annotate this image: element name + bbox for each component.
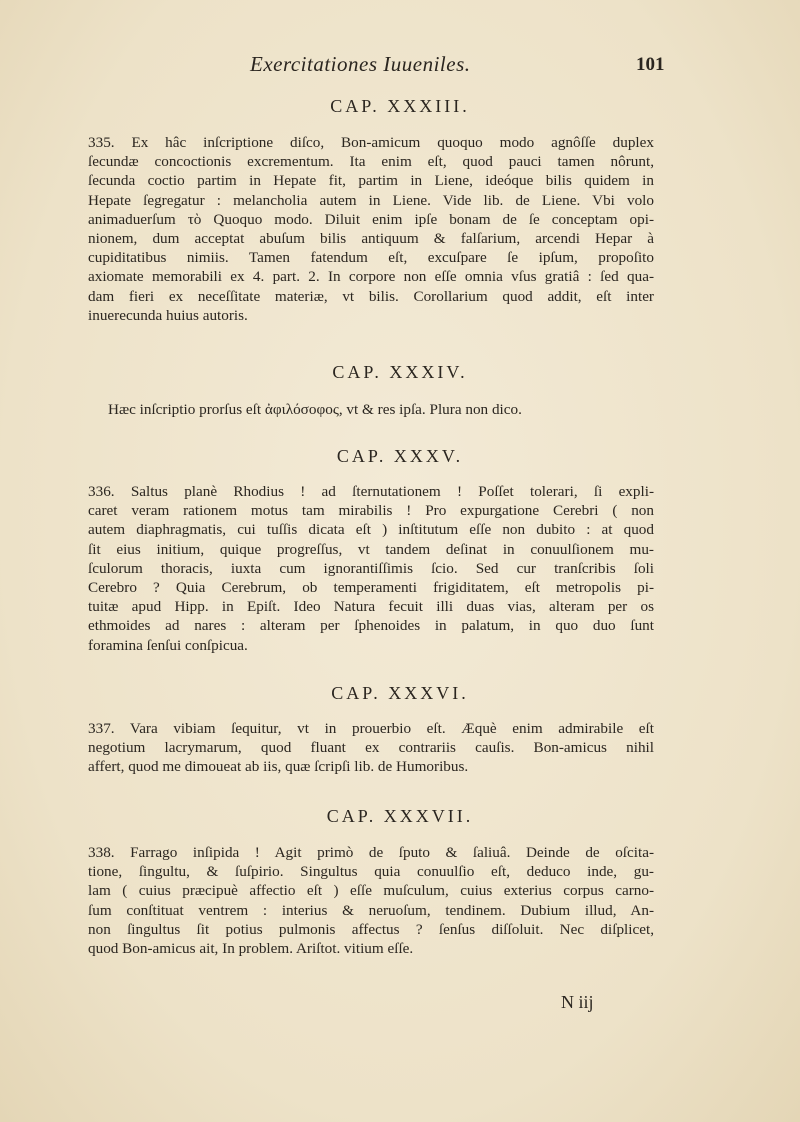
text-line: negotium lacrymarum, quod fluant ex contrariis cauſis. Bon-amicus nihil: [88, 739, 654, 757]
text-line: Cerebro ? Quia Cerebrum, ob temperamenti frigiditatem, eſt metropolis pi-: [88, 578, 654, 596]
text-line: ethmoides ad nares : alteram per ſphenoides in palatum, in quo duo ſunt: [88, 617, 654, 635]
text-line: Hæc inſcriptio prorſus eſt ἀφιλόσοφος, vt & res ipſa. Plura non dico.: [108, 401, 522, 418]
text-line: 337. Vara vibiam ſequitur, vt in prouerbio eſt. Æquè enim admirabile eſt: [88, 720, 654, 737]
text-line: non ſingultus ſit potius pulmonis affectus ? ſenſus diſſoluit. Nec diſplicet,: [88, 920, 654, 938]
chapter-body-34: [88, 400, 654, 419]
chapter-heading-35: CAP. XXXV.: [336, 446, 464, 466]
text-line: cupiditatibus nimiis. Tamen fatendum eſt, excuſpare ſe ipſum, propoſito: [88, 249, 654, 267]
chapter-body-35: [88, 482, 654, 655]
chapter-body-36: [88, 719, 654, 777]
text-line: autem diaphragmatis, cui tuſſis dicata eſt ) inſtitutum eſſe non dubito : at quod: [88, 521, 654, 539]
text-line: Hepate ſegregatur : melancholia autem in Liene. Vide lib. de Liene. Vbi volo: [88, 191, 654, 209]
signature-mark: N iij: [561, 992, 594, 1012]
text-line: ſecunda coctio partim in Hepate fit, partim in Liene, ideóque bilis quidem in: [88, 172, 654, 190]
text-line: 335. Ex hâc inſcriptione diſco, Bon-amicum quoquo modo agnôſſe duplex: [88, 134, 654, 151]
chapter-heading-37: CAP. XXXVII.: [326, 806, 474, 826]
page-number: 101: [636, 54, 665, 75]
page-header: [0, 50, 800, 80]
chapter-heading-36: CAP. XXXVI.: [331, 683, 469, 703]
text-line: ſecundæ concoctionis excrementum. Ita enim eſt, quod pauci tamen nôrunt,: [88, 153, 654, 171]
chapter-heading-33: CAP. XXXIII.: [330, 96, 470, 116]
text-line: tione, ſingultu, & ſuſpirio. Singultus quia conuulſio eſt, deduco inde, gu-: [88, 863, 654, 881]
text-line: 336. Saltus planè Rhodius ! ad ſternutationem ! Poſſet tolerari, ſi expli-: [88, 483, 654, 500]
text-line: foramina ſenſui conſpicua.: [88, 636, 248, 654]
text-line: animaduerſum τὸ Quoquo modo. Diluit enim ipſe bonam de ſe conceptam opi-: [88, 210, 654, 228]
chapter-body-37: [88, 843, 654, 958]
text-line: ſit eius initium, quique progreſſus, vt tandem deſinat in conuulſionem mu-: [88, 540, 654, 558]
text-line: caret veram rationem motus tam mirabilis ! Pro expurgatione Cerebri ( non: [88, 502, 654, 520]
text-line: nionem, dum acceptat abuſum bilis antiquum & falſarium, arcendi Hepar à: [88, 229, 654, 247]
text-line: lam ( cuius præcipuè affectio eſt ) eſſe muſculum, cuius exterius corpus carno-: [88, 882, 654, 900]
running-title: Exercitationes Iuueniles.: [250, 52, 471, 76]
text-line: 338. Farrago inſipida ! Agit primò de ſputo & ſaliuâ. Deinde de oſcita-: [88, 844, 654, 861]
text-line: ſculorum thoracis, iuxta cum ignorantiſſimis ſcio. Sed cur tranſcribis ſoli: [88, 559, 654, 577]
chapter-heading-34: CAP. XXXIV.: [332, 362, 468, 382]
text-line: dam fieri ex neceſſitate materiæ, vt bilis. Corollarium quod addit, eſt inter: [88, 287, 654, 305]
text-line: axiomate memorabili ex 4. part. 2. In corpore non eſſe omnia vſus gratiâ : ſed qua-: [88, 268, 654, 286]
text-line: tuitæ apud Hipp. in Epiſt. Ideo Natura fecuit illi duas vias, alteram per os: [88, 598, 654, 616]
chapter-body-33: [88, 133, 654, 325]
text-line: quod Bon-amicus ait, In problem. Ariſtot. vitium eſſe.: [88, 939, 414, 957]
text-line: inuerecunda huius autoris.: [88, 306, 248, 324]
text-line: ſum conſtituat ventrem : interius & neruoſum, tendinem. Dubium illud, An-: [88, 901, 654, 919]
text-line: affert, quod me dimoueat ab iis, quæ ſcripſi lib. de Humoribus.: [88, 758, 469, 776]
